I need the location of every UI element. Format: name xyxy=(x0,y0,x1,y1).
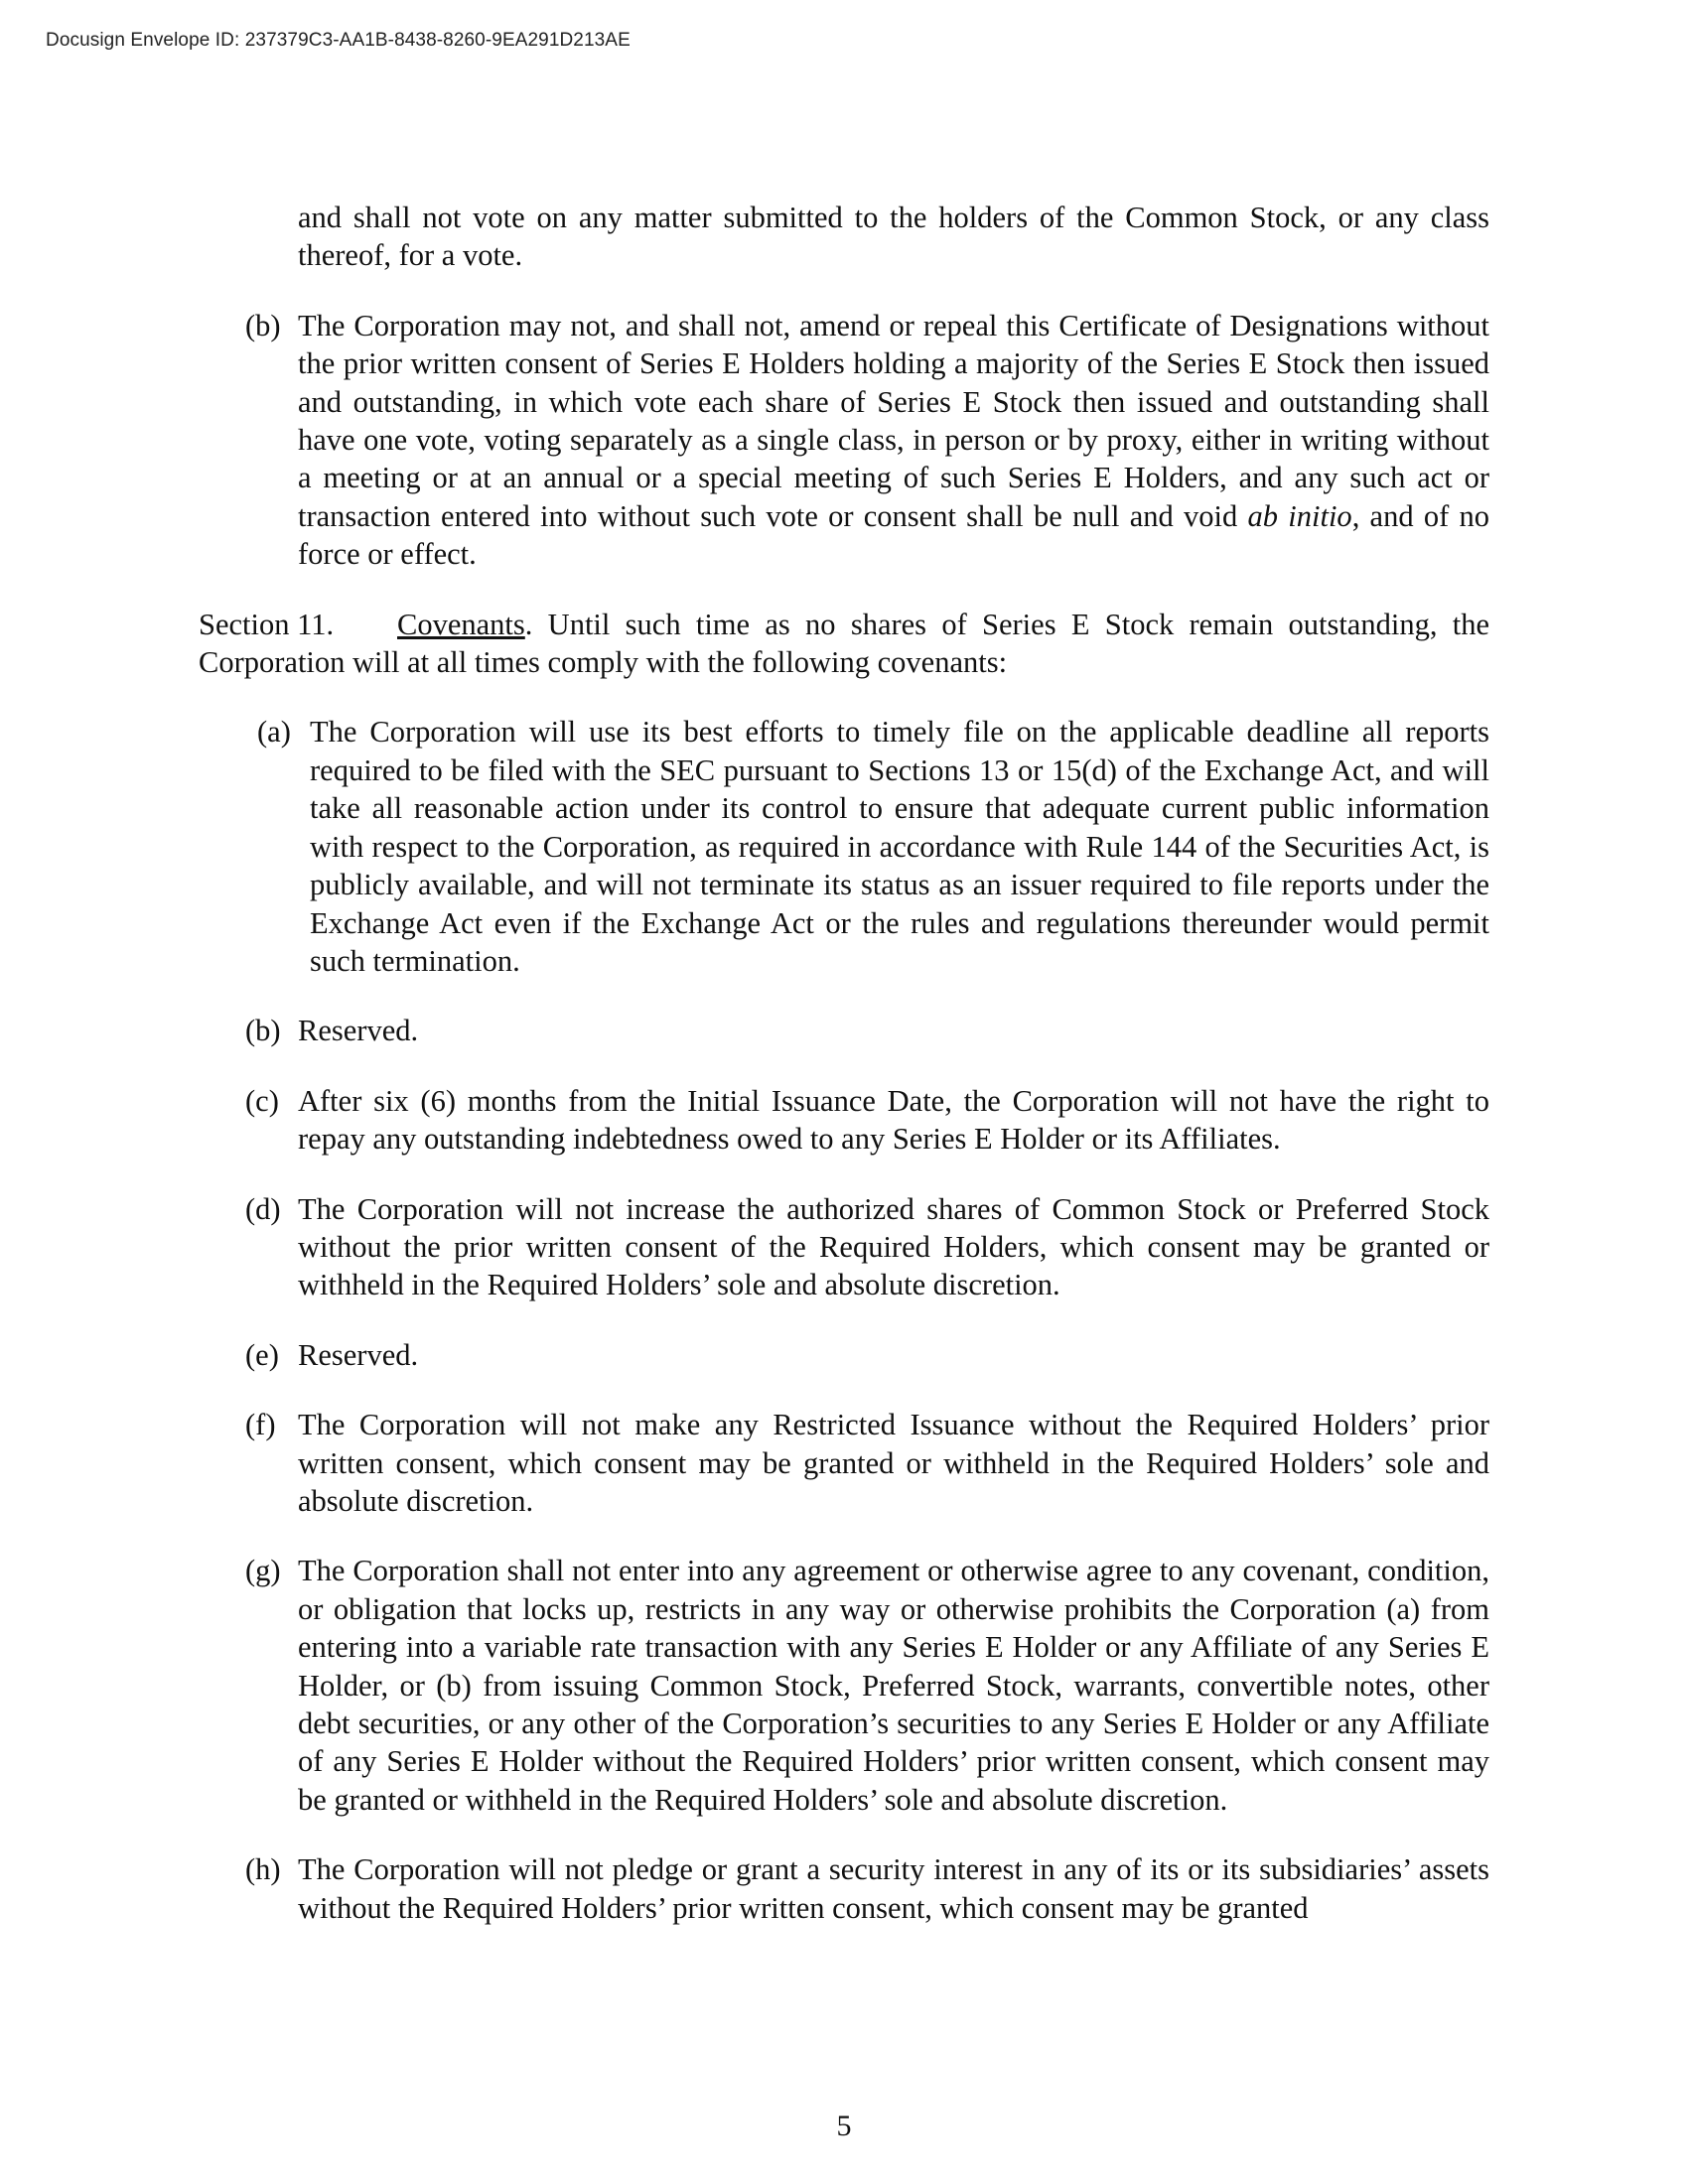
item-text: The Corporation may not, and shall not, amend or repeal this Certificate of Designations without the prior written consent of Series E Holders holding a majority of the Series E Stock then issued and outstanding, in which vote each share of Series E Stock then issued and outstanding shall have one vote, voting separately as a single class, in person or by proxy, either in writing without a meeting or at an annual or a special meeting of such Series E Holders, and any such act or transaction entered into without such vote or consent shall be null and void ab initio, and of no force or effect. xyxy=(298,308,1490,572)
item-marker: (f) xyxy=(245,1408,276,1442)
covenant-a xyxy=(199,713,1489,980)
section-11 xyxy=(199,606,1489,682)
voting-item-b xyxy=(199,307,1489,574)
page-number: 5 xyxy=(836,2110,852,2142)
item-marker: (h) xyxy=(245,1852,281,1887)
item-marker: (e) xyxy=(245,1337,279,1372)
covenant-b xyxy=(199,1012,1489,1049)
item-text: The Corporation will not increase the authorized shares of Common Stock or Preferred Stock without the prior written consent of the Required Holders, which consent may be granted or withheld in the Required Holders’ sole and absolute discretion. xyxy=(298,1191,1489,1302)
item-text: The Corporation will not pledge or grant a security interest in any of its or its subsidiaries’ assets without the Required Holders’ prior written consent, which consent may be granted xyxy=(298,1852,1489,1925)
covenant-c xyxy=(199,1082,1489,1159)
item-text: Reserved. xyxy=(298,1014,419,1048)
ab-initio-italic: ab initio xyxy=(1247,498,1352,533)
item-text: The Corporation will not make any Restricted Issuance without the Required Holders’ prior written consent, which consent may be granted or withheld in the Required Holders’ sole and absolute discretion. xyxy=(298,1408,1489,1518)
item-text: The Corporation shall not enter into any agreement or otherwise agree to any covenant, condition, or obligation that locks up, restricts in any way or otherwise prohibits the Corporation (a) from entering into a variable rate transaction with any Series E Holder or any Affiliate of any Series E Holder, or (b) from issuing Common Stock, Preferred Stock, warrants, convertible notes, other debt securities, or any other of the Corporation’s securities to any Series E Holder or any Affiliate of any Series E Holder without the Required Holders’ prior written consent, which consent may be granted or withheld in the Required Holders’ sole and absolute discretion. xyxy=(298,1554,1489,1817)
item-marker: (b) xyxy=(245,1014,281,1048)
docusign-envelope-id: Docusign Envelope ID: 237379C3-AA1B-8438-8260-9EA291D213AE xyxy=(46,30,631,51)
covenant-h xyxy=(199,1850,1489,1927)
document-body xyxy=(199,199,1489,1959)
item-marker: (d) xyxy=(245,1191,281,1226)
covenant-g xyxy=(199,1552,1489,1819)
item-text: After six (6) months from the Initial Issuance Date, the Corporation will not have the right to repay any outstanding indebtedness owed to any Series E Holder or its Affiliates. xyxy=(298,1083,1489,1157)
section-heading: Covenants xyxy=(397,607,525,641)
item-marker: (a) xyxy=(257,715,291,750)
section-intro: . Until such time as no shares of Series E Stock remain outstanding, the Corporation will at all times comply with the following covenants: xyxy=(199,607,1489,680)
item-marker: (g) xyxy=(245,1554,281,1588)
item-marker: (c) xyxy=(245,1083,279,1118)
item-text: The Corporation will use its best efforts to timely file on the applicable deadline all reports required to be filed with the SEC pursuant to Sections 13 or 15(d) of the Exchange Act, and will take all reasonable action under its control to ensure that adequate current public information with respect to the Corporation, as required in accordance with Rule 144 of the Securities Act, is publicly available, and will not terminate its status as an issuer required to file reports under the Exchange Act even if the Exchange Act or the rules and regulations thereunder would permit such termination. xyxy=(310,715,1489,978)
continued-paragraph: and shall not vote on any matter submitted to the holders of the Common Stock, or any class thereof, for a vote. xyxy=(298,201,1489,273)
item-marker: (b) xyxy=(245,308,281,342)
covenant-f xyxy=(199,1406,1489,1520)
section-number: Section 11. xyxy=(199,607,335,641)
covenant-d xyxy=(199,1190,1489,1304)
item-text: Reserved. xyxy=(298,1337,419,1372)
covenant-e xyxy=(199,1336,1489,1374)
